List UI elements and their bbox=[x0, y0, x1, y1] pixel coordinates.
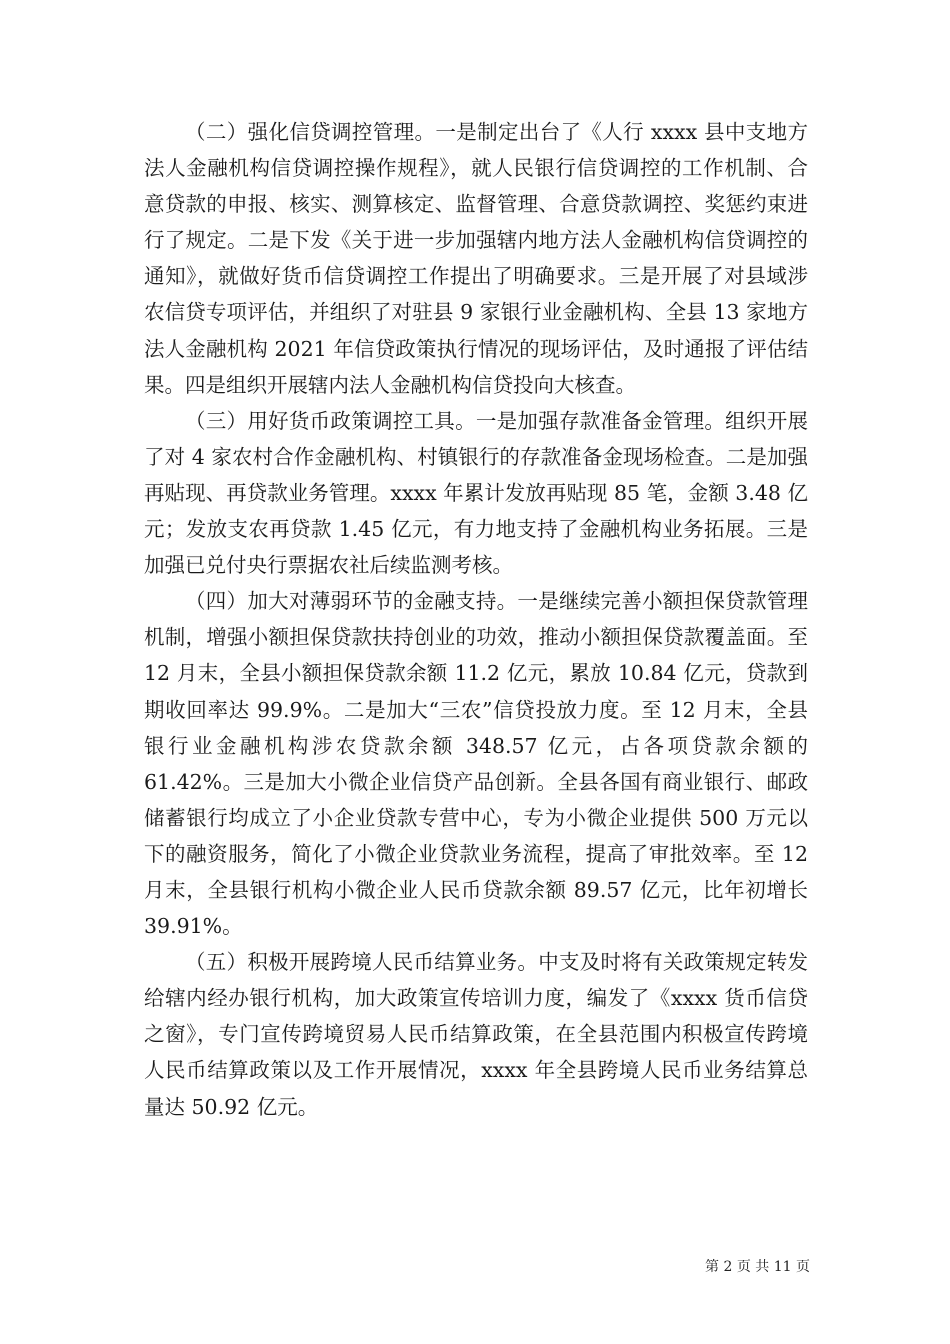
paragraph-credit-control: （二）强化信贷调控管理。一是制定出台了《人行 xxxx 县中支地方法人金融机构信贷调控操作规程》，就人民银行信贷调控的工作机制、合意贷款的申报、核实、测算核定、监督管理、合意贷款调控、奖惩约束进行了规定。二是下发《关于进一步加强辖内地方法人金融机构信贷调控的通知》，就做好货币信贷调控工作提出了明确要求。三是开展了对县域涉农信贷专项评估，并组织了对驻县 9 家银行业金融机构、全县 13 家地方法人金融机构 2021 年信贷政策执行情况的现场评估，及时通报了评估结果。四是组织开展辖内法人金融机构信贷投向大核查。 bbox=[144, 120, 808, 397]
paragraph-weak-links-support: （四）加大对薄弱环节的金融支持。一是继续完善小额担保贷款管理机制，增强小额担保贷款扶持创业的功效，推动小额担保贷款覆盖面。至 12 月末，全县小额担保贷款余额 11.2 亿元，累放 10.84 亿元，贷款到期收回率达 99.9%。二是加大“三农”信贷投放力度。至 12 月末，全县银行业金融机构涉农贷款余额 348.57 亿元，占各项贷款余额的 61.42%。三是加大小微企业信贷产品创新。全县各国有商业银行、邮政储蓄银行均成立了小企业贷款专营中心，专为小微企业提供 500 万元以下的融资服务，简化了小微企业贷款业务流程，提高了审批效率。至 12 月末，全县银行机构小微企业人民币贷款余额 89.57 亿元，比年初增长 39.91%。 bbox=[144, 589, 808, 939]
paragraph-monetary-tools: （三）用好货币政策调控工具。一是加强存款准备金管理。组织开展了对 4 家农村合作金融机构、村镇银行的存款准备金现场检查。二是加强再贴现、再贷款业务管理。xxxx 年累计发放再贴现 85 笔，金额 3.48 亿元；发放支农再贷款 1.45 亿元，有力地支持了金融机构业务拓展。三是加强已兑付央行票据农社后续监测考核。 bbox=[144, 408, 808, 578]
paragraph-cross-border-rmb: （五）积极开展跨境人民币结算业务。中支及时将有关政策规定转发给辖内经办银行机构，加大政策宣传培训力度，编发了《xxxx 货币信贷之窗》，专门宣传跨境贸易人民币结算政策，在全县范围内积极宣传跨境人民币结算政策以及工作开展情况，xxxx 年全县跨境人民币业务结算总量达 50.92 亿元。 bbox=[144, 950, 808, 1119]
document-body bbox=[144, 114, 808, 1125]
page-number: 第 2 页 共 11 页 bbox=[705, 1259, 810, 1275]
